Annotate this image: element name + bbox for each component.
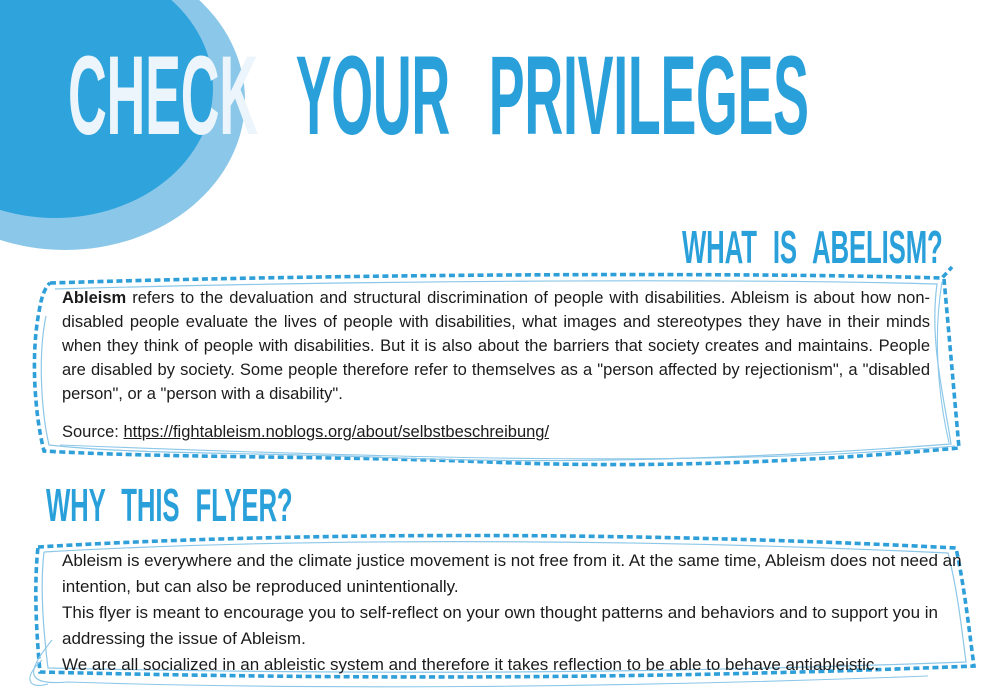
main-title-rest: YOUR PRIVILEGES	[295, 33, 809, 158]
purpose-line-3: We are all socialized in an ableistic system and therefore it takes reflection to be able to behave antiableistic.	[62, 655, 880, 674]
definition-body: refers to the devaluation and structural discrimination of people with disabilities. Ableism is about how non-disabled people evaluate the lives of people with disabilities, what images and stereotypes they have in their minds when they think of people with disabilities. But it is also about the barriers that society creates and maintains. People are disabled by society. Some people therefore refer to themselves as a "person affected by rejectionism", a "disabled person", or a "person with a disability".	[62, 289, 930, 403]
flyer-purpose-box	[62, 548, 962, 678]
definition-paragraph	[62, 286, 930, 406]
ableism-definition-box	[62, 286, 930, 444]
source-link[interactable]: https://fightableism.noblogs.org/about/selbstbeschreibung/	[123, 423, 550, 441]
section-heading-why-this-flyer: WHY THIS FLYER?	[46, 479, 293, 531]
source-line	[62, 420, 930, 444]
definition-lead-word: Ableism	[62, 289, 127, 307]
main-title	[68, 33, 809, 158]
section-heading-what-is-abelism: WHAT IS ABELISM?	[682, 221, 943, 273]
purpose-line-2: This flyer is meant to encourage you to self-reflect on your own thought patterns and behaviors and to support you in addressing the issue of Ableism.	[62, 603, 939, 648]
source-label: Source:	[62, 423, 124, 441]
main-title-check: CHECK	[68, 33, 258, 158]
purpose-line-1: Ableism is everywhere and the climate justice movement is not free from it. At the same time, Ableism does not need an intention, but can also be reproduced unintentionally.	[62, 551, 962, 596]
